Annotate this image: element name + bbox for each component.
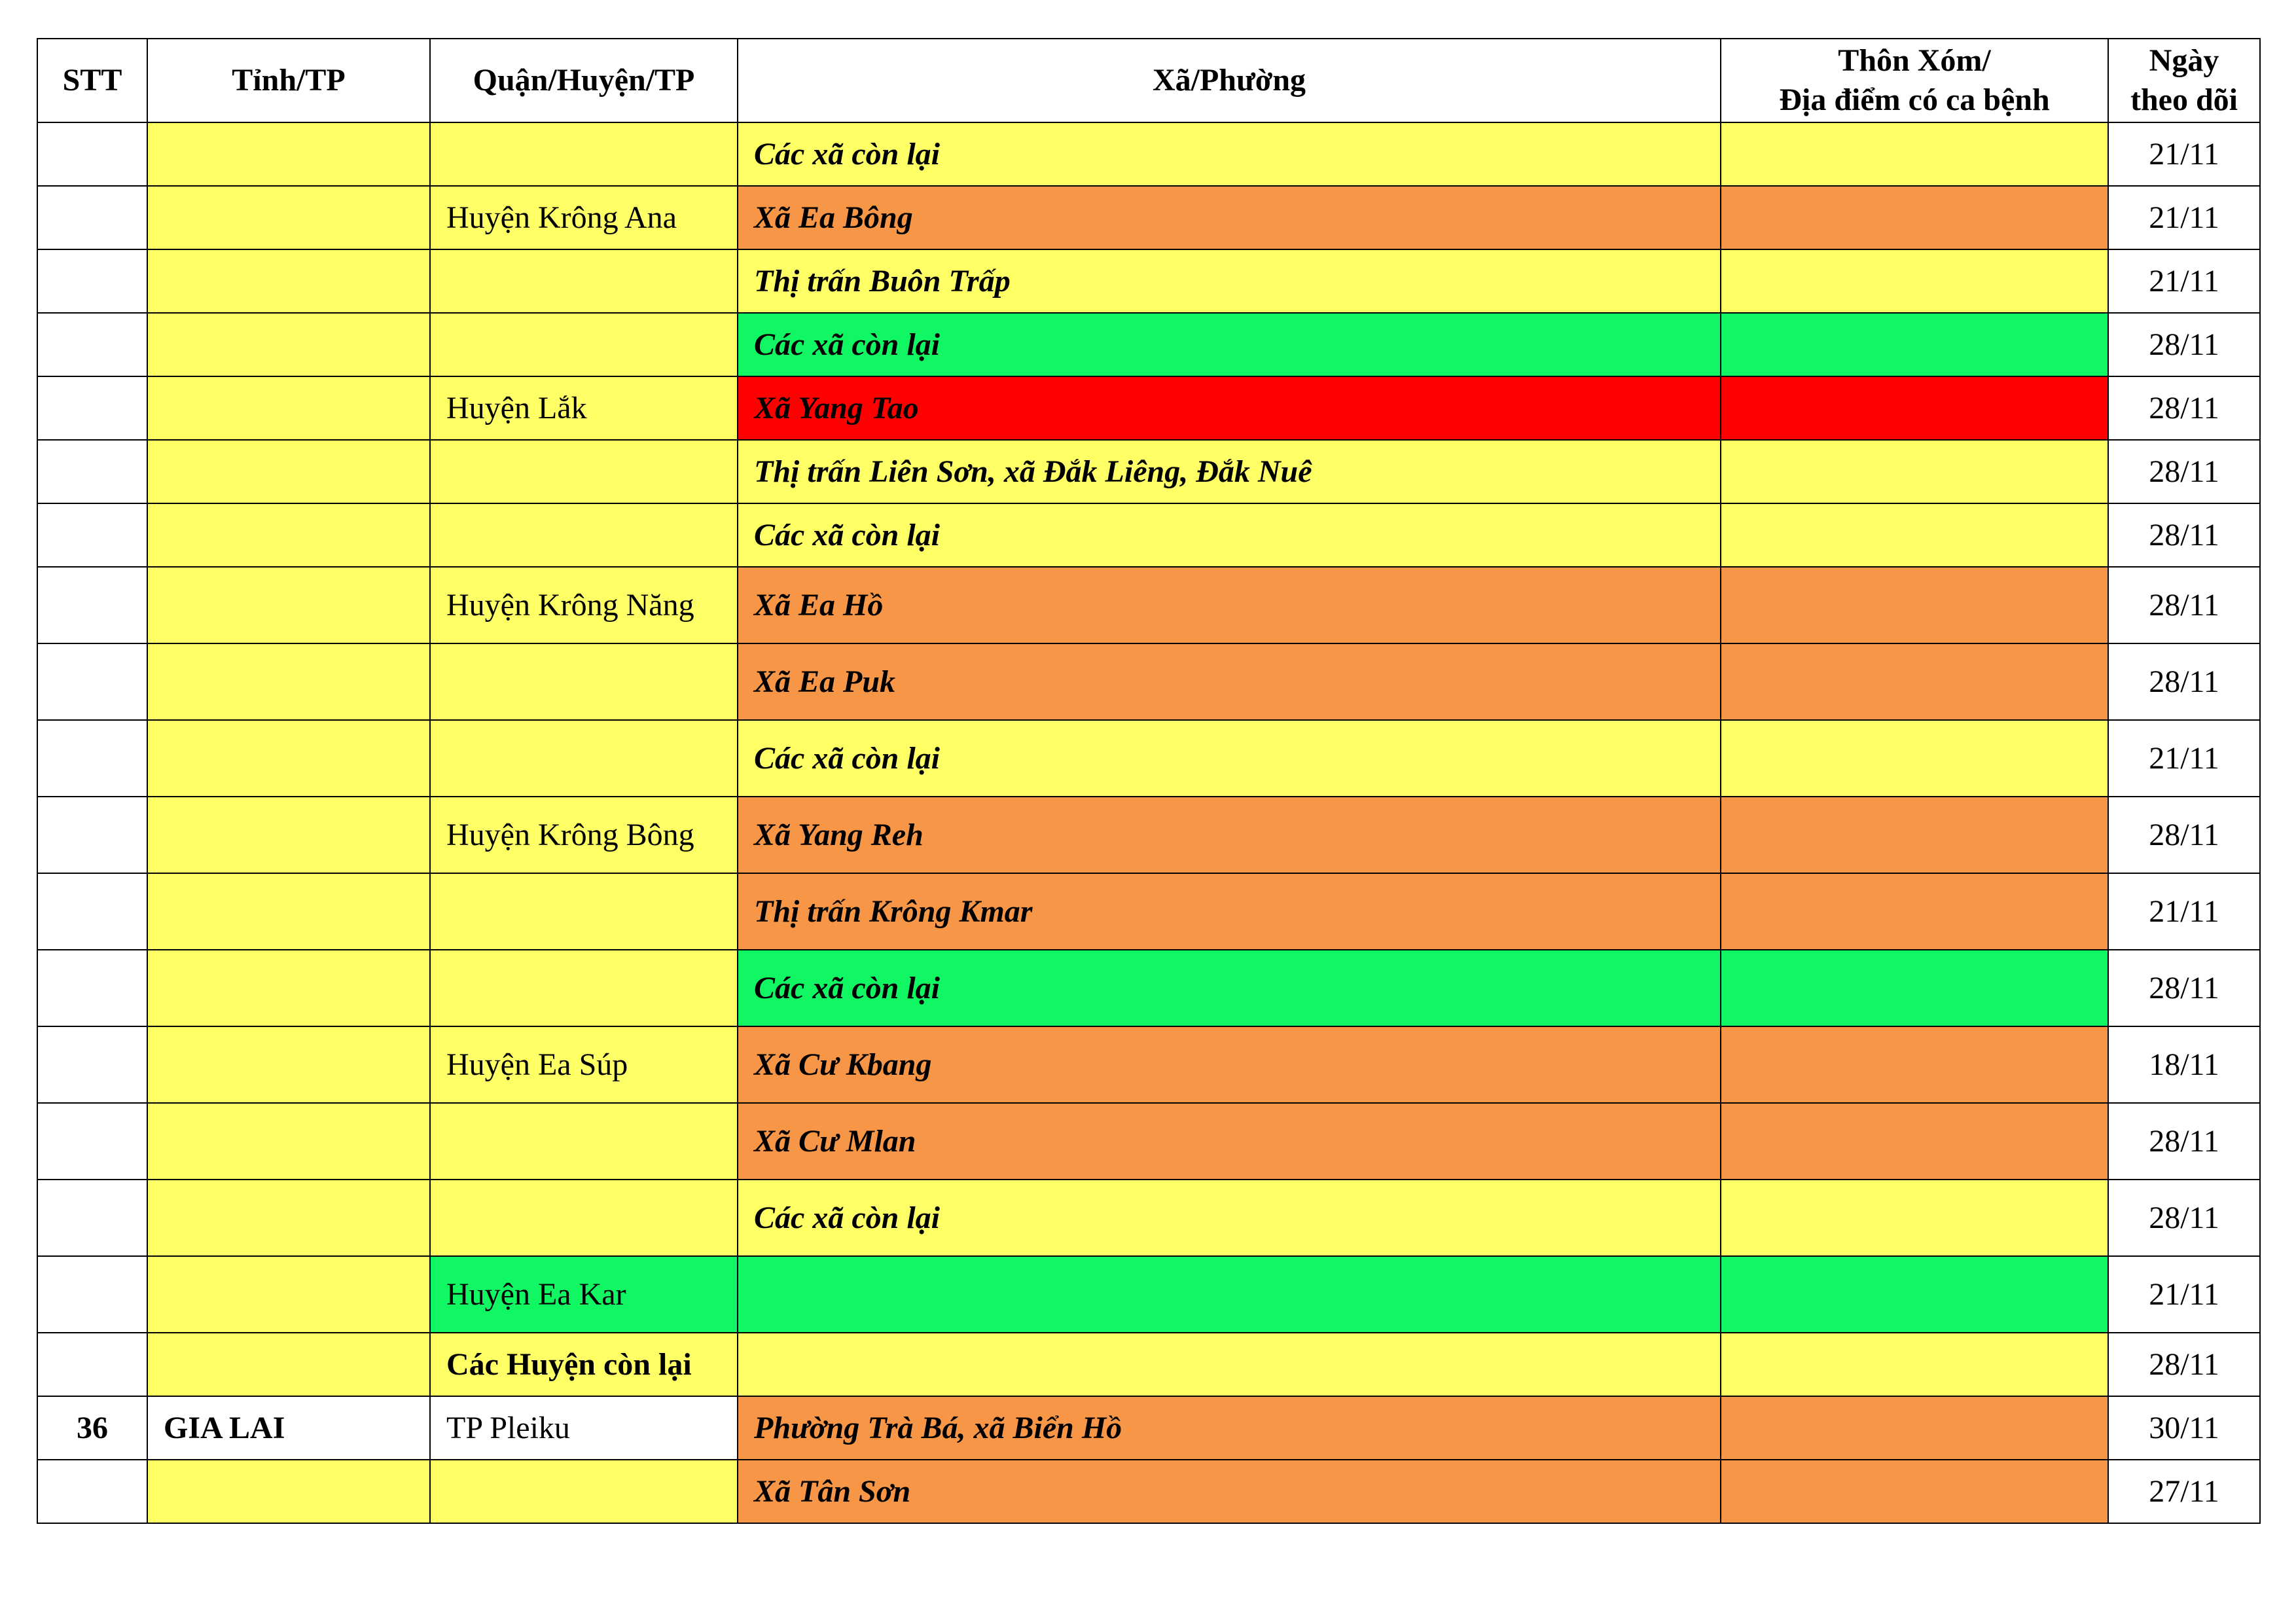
cell-ward: Xã Yang Tao <box>738 376 1721 440</box>
table-row <box>37 503 2260 567</box>
cell-ward: Xã Yang Reh <box>738 797 1721 873</box>
cell-date: 28/11 <box>2108 1333 2260 1396</box>
cell-stt <box>37 1103 147 1180</box>
cell-stt <box>37 503 147 567</box>
cell-hamlet <box>1721 186 2108 249</box>
cell-district: Huyện Ea Súp <box>430 1026 738 1103</box>
cell-hamlet <box>1721 376 2108 440</box>
table-row <box>37 873 2260 950</box>
cell-date: 28/11 <box>2108 797 2260 873</box>
cell-hamlet <box>1721 313 2108 376</box>
header-date-line1: Ngày <box>2149 43 2219 78</box>
cell-ward: Xã Ea Bông <box>738 186 1721 249</box>
cell-hamlet <box>1721 1256 2108 1333</box>
cell-date: 21/11 <box>2108 186 2260 249</box>
cell-district <box>430 1180 738 1256</box>
cell-date: 21/11 <box>2108 873 2260 950</box>
cell-stt <box>37 1333 147 1396</box>
cell-district <box>430 1103 738 1180</box>
cell-hamlet <box>1721 567 2108 643</box>
cell-date: 21/11 <box>2108 720 2260 797</box>
cell-district <box>430 720 738 797</box>
cell-ward: Xã Ea Hồ <box>738 567 1721 643</box>
header-hamlet-line1: Thôn Xóm/ <box>1838 43 1991 78</box>
cell-hamlet <box>1721 1103 2108 1180</box>
table-header-row <box>37 39 2260 122</box>
cell-district <box>430 503 738 567</box>
cell-stt <box>37 643 147 720</box>
cell-date: 21/11 <box>2108 122 2260 186</box>
cell-district <box>430 950 738 1026</box>
cell-stt <box>37 186 147 249</box>
cell-ward: Xã Ea Puk <box>738 643 1721 720</box>
table-row <box>37 1256 2260 1333</box>
cell-date: 28/11 <box>2108 567 2260 643</box>
table-row <box>37 1460 2260 1523</box>
table-row <box>37 440 2260 503</box>
cell-province <box>147 1026 430 1103</box>
cell-stt <box>37 797 147 873</box>
cell-district <box>430 122 738 186</box>
cell-district: Các Huyện còn lại <box>430 1333 738 1396</box>
cell-stt: 36 <box>37 1396 147 1460</box>
cell-ward: Các xã còn lại <box>738 313 1721 376</box>
cell-province <box>147 313 430 376</box>
table-row <box>37 1180 2260 1256</box>
cell-hamlet <box>1721 720 2108 797</box>
cell-province <box>147 249 430 313</box>
table-row <box>37 950 2260 1026</box>
cell-district: Huyện Krông Bông <box>430 797 738 873</box>
cell-hamlet <box>1721 1396 2108 1460</box>
cell-hamlet <box>1721 950 2108 1026</box>
cell-stt <box>37 1026 147 1103</box>
table-row <box>37 313 2260 376</box>
header-date-line2: theo dõi <box>2130 82 2238 117</box>
cell-date: 28/11 <box>2108 313 2260 376</box>
cell-district <box>430 643 738 720</box>
table-row <box>37 797 2260 873</box>
cell-date: 28/11 <box>2108 950 2260 1026</box>
cell-hamlet <box>1721 873 2108 950</box>
cell-ward <box>738 1256 1721 1333</box>
cell-date: 28/11 <box>2108 503 2260 567</box>
cell-stt <box>37 1180 147 1256</box>
cell-district <box>430 1460 738 1523</box>
cell-hamlet <box>1721 1333 2108 1396</box>
cell-province <box>147 1180 430 1256</box>
cell-hamlet <box>1721 440 2108 503</box>
cell-district <box>430 440 738 503</box>
cell-province <box>147 950 430 1026</box>
cell-date: 28/11 <box>2108 643 2260 720</box>
cell-ward: Các xã còn lại <box>738 1180 1721 1256</box>
cell-hamlet <box>1721 797 2108 873</box>
cell-date: 28/11 <box>2108 1180 2260 1256</box>
cell-date: 30/11 <box>2108 1396 2260 1460</box>
cell-date: 21/11 <box>2108 1256 2260 1333</box>
table-row <box>37 1396 2260 1460</box>
cell-ward <box>738 1333 1721 1396</box>
header-hamlet-line2: Địa điểm có ca bệnh <box>1779 82 2050 117</box>
header-date <box>2108 39 2260 122</box>
cell-date: 21/11 <box>2108 249 2260 313</box>
cell-province <box>147 567 430 643</box>
table-row <box>37 186 2260 249</box>
table-row <box>37 122 2260 186</box>
table-row <box>37 376 2260 440</box>
cell-hamlet <box>1721 1026 2108 1103</box>
table-row <box>37 720 2260 797</box>
table-row <box>37 249 2260 313</box>
cell-hamlet <box>1721 1180 2108 1256</box>
cell-stt <box>37 122 147 186</box>
cell-date: 28/11 <box>2108 376 2260 440</box>
cell-province <box>147 797 430 873</box>
cell-district: Huyện Krông Năng <box>430 567 738 643</box>
cell-province <box>147 643 430 720</box>
table-row <box>37 1333 2260 1396</box>
cell-ward: Các xã còn lại <box>738 122 1721 186</box>
cell-ward: Các xã còn lại <box>738 720 1721 797</box>
cell-province <box>147 873 430 950</box>
cell-province <box>147 720 430 797</box>
cell-province <box>147 1333 430 1396</box>
cell-hamlet <box>1721 1460 2108 1523</box>
cell-ward: Thị trấn Buôn Trấp <box>738 249 1721 313</box>
cell-stt <box>37 950 147 1026</box>
cell-hamlet <box>1721 643 2108 720</box>
table-row <box>37 1103 2260 1180</box>
table-body <box>37 122 2260 1523</box>
header-ward: Xã/Phường <box>738 39 1721 122</box>
cell-district <box>430 249 738 313</box>
table-row <box>37 643 2260 720</box>
cell-district: Huyện Ea Kar <box>430 1256 738 1333</box>
cell-province <box>147 1460 430 1523</box>
cell-ward: Các xã còn lại <box>738 503 1721 567</box>
cell-stt <box>37 249 147 313</box>
cell-district <box>430 873 738 950</box>
cell-province <box>147 503 430 567</box>
cell-province <box>147 122 430 186</box>
header-province: Tỉnh/TP <box>147 39 430 122</box>
cell-date: 28/11 <box>2108 1103 2260 1180</box>
cell-district: Huyện Lắk <box>430 376 738 440</box>
cell-stt <box>37 313 147 376</box>
header-stt: STT <box>37 39 147 122</box>
table-row <box>37 1026 2260 1103</box>
cell-stt <box>37 1256 147 1333</box>
cell-ward: Thị trấn Liên Sơn, xã Đắk Liêng, Đắk Nuê <box>738 440 1721 503</box>
cell-stt <box>37 440 147 503</box>
cell-district: Huyện Krông Ana <box>430 186 738 249</box>
cell-date: 27/11 <box>2108 1460 2260 1523</box>
header-hamlet <box>1721 39 2108 122</box>
cell-ward: Phường Trà Bá, xã Biển Hồ <box>738 1396 1721 1460</box>
cell-stt <box>37 1460 147 1523</box>
cell-stt <box>37 376 147 440</box>
cell-province <box>147 186 430 249</box>
cell-province <box>147 440 430 503</box>
cell-province <box>147 1103 430 1180</box>
cell-stt <box>37 873 147 950</box>
cell-ward: Xã Tân Sơn <box>738 1460 1721 1523</box>
cell-hamlet <box>1721 503 2108 567</box>
cell-ward: Xã Cư Kbang <box>738 1026 1721 1103</box>
cell-ward: Xã Cư Mlan <box>738 1103 1721 1180</box>
cell-hamlet <box>1721 122 2108 186</box>
cell-stt <box>37 567 147 643</box>
cell-stt <box>37 720 147 797</box>
cell-province <box>147 1256 430 1333</box>
cell-province: GIA LAI <box>147 1396 430 1460</box>
outbreak-zone-table <box>37 38 2261 1524</box>
cell-province <box>147 376 430 440</box>
cell-hamlet <box>1721 249 2108 313</box>
cell-district <box>430 313 738 376</box>
cell-date: 18/11 <box>2108 1026 2260 1103</box>
cell-district: TP Pleiku <box>430 1396 738 1460</box>
cell-ward: Thị trấn Krông Kmar <box>738 873 1721 950</box>
header-district: Quận/Huyện/TP <box>430 39 738 122</box>
cell-ward: Các xã còn lại <box>738 950 1721 1026</box>
table-row <box>37 567 2260 643</box>
cell-date: 28/11 <box>2108 440 2260 503</box>
